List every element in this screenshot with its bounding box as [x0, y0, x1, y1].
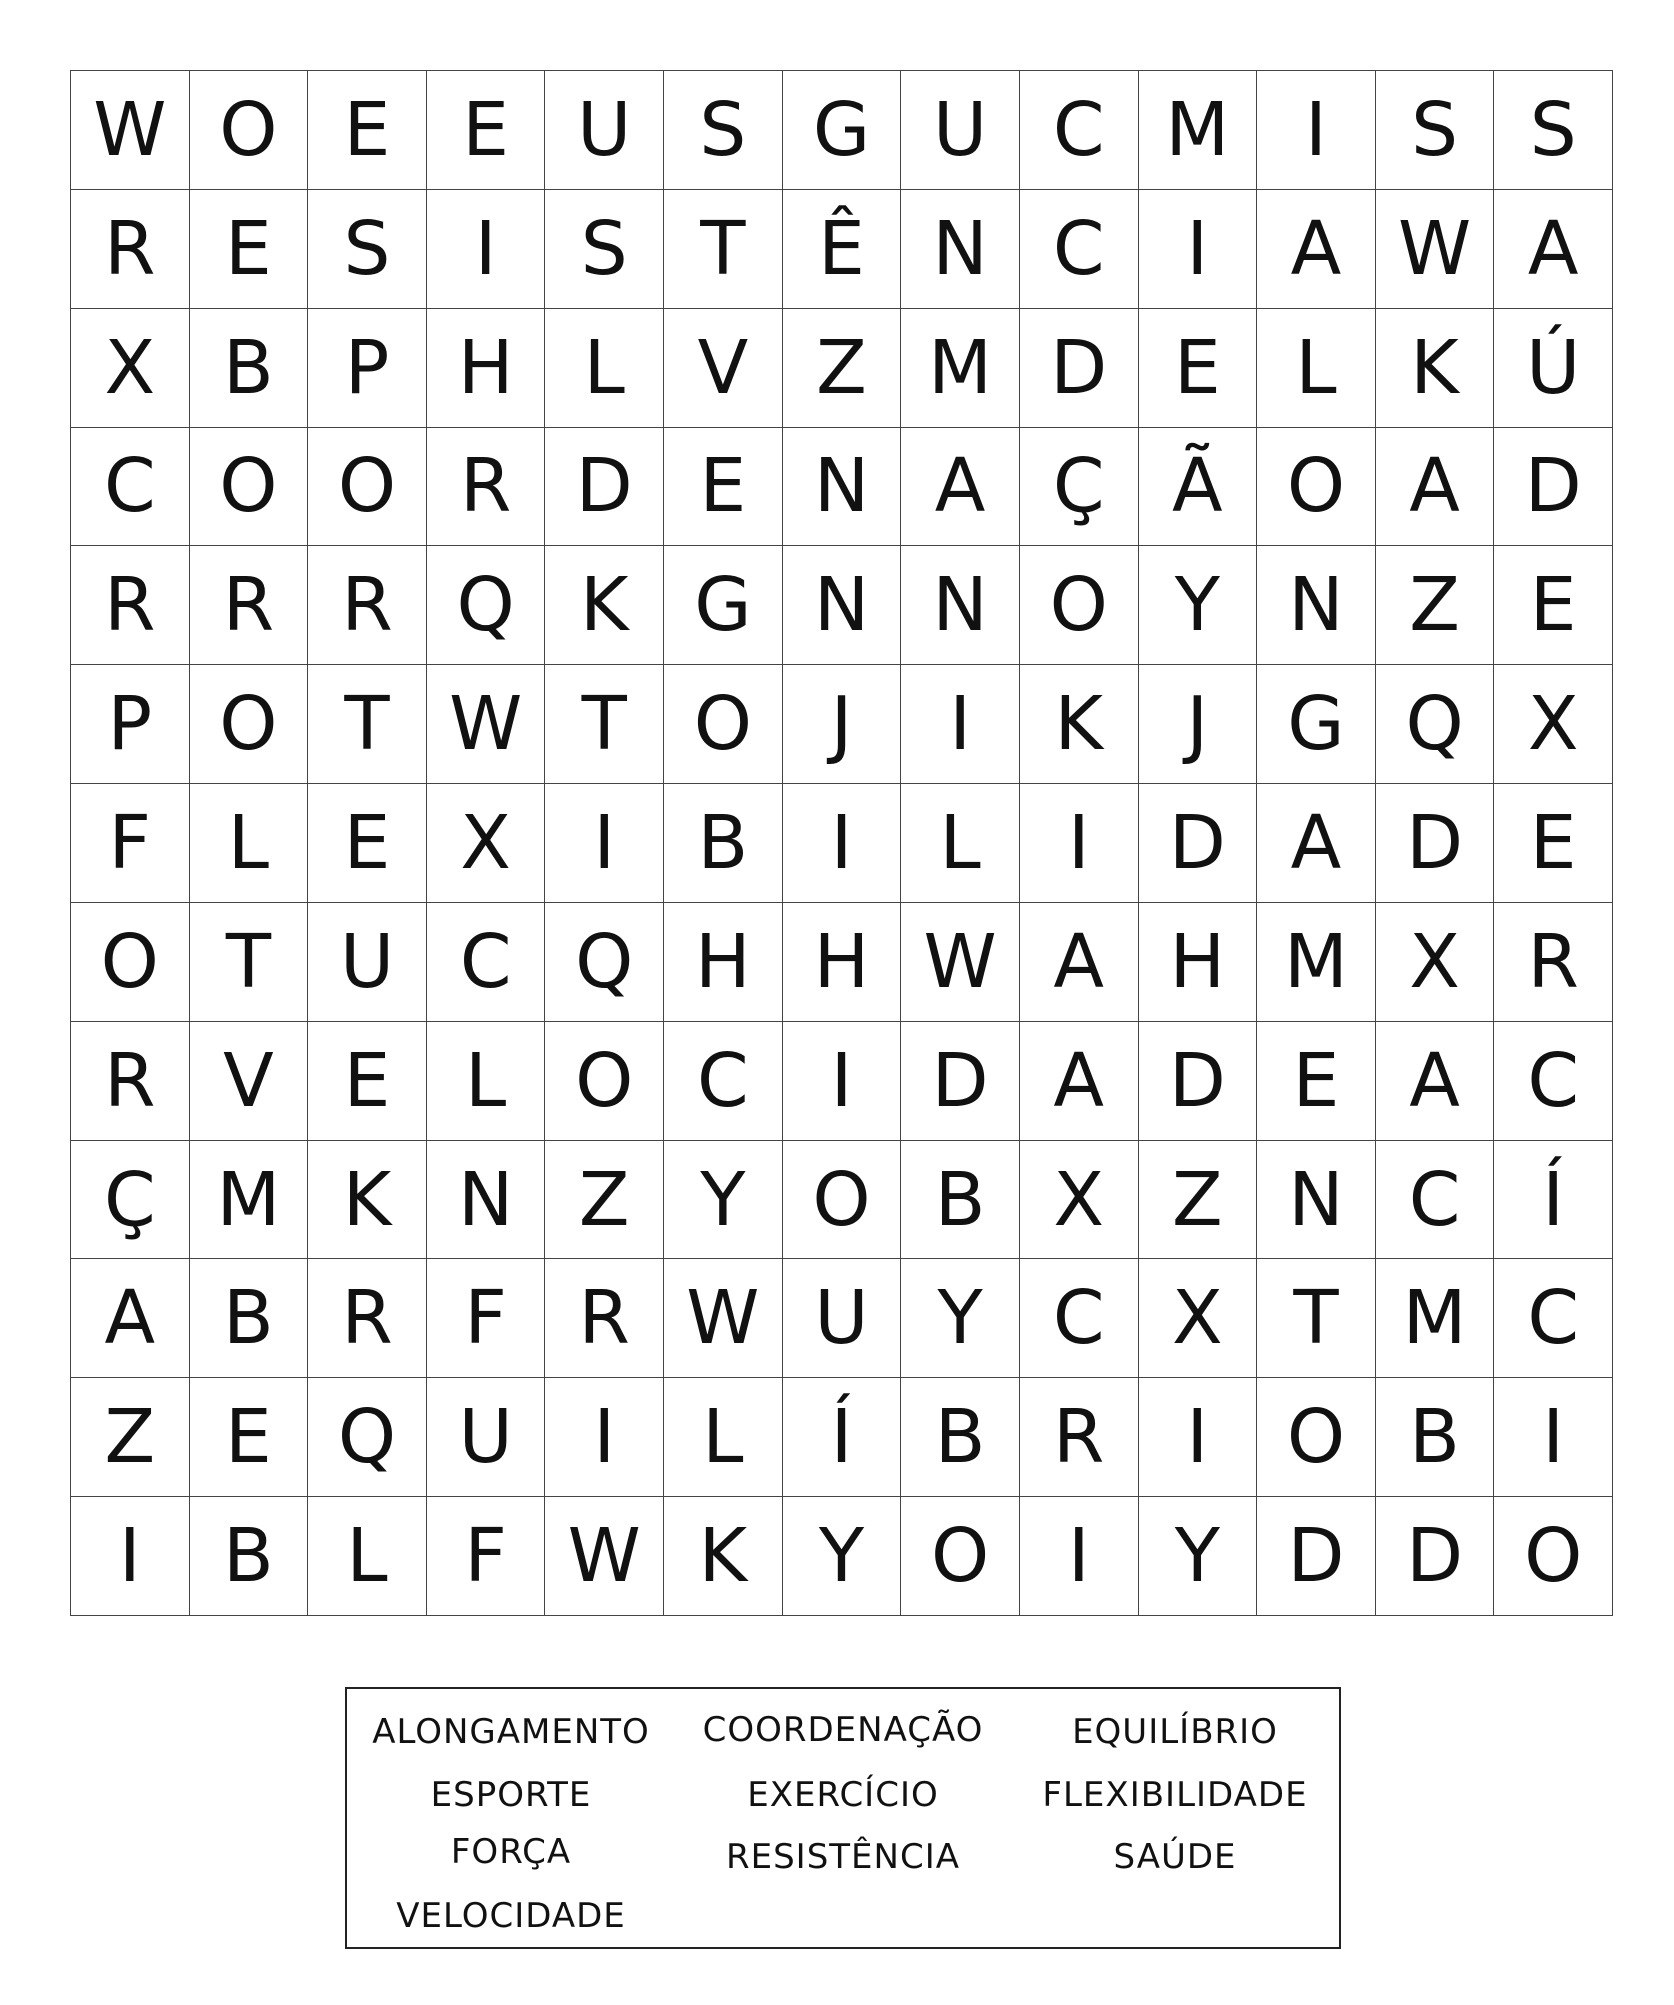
- grid-cell[interactable]: C: [1020, 190, 1139, 309]
- grid-cell[interactable]: U: [427, 1378, 546, 1497]
- grid-cell[interactable]: G: [783, 71, 902, 190]
- grid-cell[interactable]: N: [783, 546, 902, 665]
- grid-cell[interactable]: O: [308, 428, 427, 547]
- grid-cell[interactable]: I: [545, 1378, 664, 1497]
- grid-cell[interactable]: R: [427, 428, 546, 547]
- grid-cell[interactable]: B: [901, 1378, 1020, 1497]
- grid-cell[interactable]: L: [190, 784, 309, 903]
- grid-cell[interactable]: A: [1376, 1022, 1495, 1141]
- grid-cell[interactable]: Z: [1139, 1141, 1258, 1260]
- grid-cell[interactable]: B: [190, 309, 309, 428]
- grid-cell[interactable]: I: [1020, 1497, 1139, 1616]
- grid-cell[interactable]: D: [1376, 1497, 1495, 1616]
- grid-cell[interactable]: T: [1257, 1259, 1376, 1378]
- grid-cell[interactable]: I: [901, 665, 1020, 784]
- word-bank-item: COORDENAÇÃO: [702, 1710, 984, 1750]
- grid-cell[interactable]: O: [1257, 1378, 1376, 1497]
- grid-cell[interactable]: M: [1257, 903, 1376, 1022]
- grid-cell[interactable]: H: [427, 309, 546, 428]
- word-bank-item: SAÚDE: [1113, 1837, 1237, 1877]
- grid-cell[interactable]: B: [190, 1259, 309, 1378]
- grid-cell[interactable]: W: [427, 665, 546, 784]
- grid-cell[interactable]: V: [190, 1022, 309, 1141]
- grid-cell[interactable]: N: [1257, 546, 1376, 665]
- grid-cell[interactable]: K: [545, 546, 664, 665]
- grid-cell[interactable]: O: [71, 903, 190, 1022]
- grid-cell[interactable]: Í: [783, 1378, 902, 1497]
- grid-cell[interactable]: X: [1376, 903, 1495, 1022]
- word-bank-item: RESISTÊNCIA: [725, 1837, 961, 1877]
- word-bank-item: EXERCÍCIO: [747, 1775, 939, 1815]
- word-search-grid: [70, 70, 1613, 1616]
- grid-cell[interactable]: B: [664, 784, 783, 903]
- grid-cell[interactable]: A: [1257, 190, 1376, 309]
- word-bank-item: FORÇA: [450, 1832, 572, 1872]
- grid-cell[interactable]: C: [427, 903, 546, 1022]
- grid-cell[interactable]: R: [545, 1259, 664, 1378]
- grid-cell[interactable]: Q: [427, 546, 546, 665]
- grid-cell[interactable]: L: [901, 784, 1020, 903]
- grid-cell[interactable]: C: [664, 1022, 783, 1141]
- grid-cell[interactable]: A: [901, 428, 1020, 547]
- grid-cell[interactable]: W: [71, 71, 190, 190]
- grid-cell[interactable]: R: [190, 546, 309, 665]
- grid-cell[interactable]: E: [664, 428, 783, 547]
- word-bank-item: FLEXIBILIDADE: [1042, 1775, 1308, 1815]
- grid-cell[interactable]: Y: [1139, 1497, 1258, 1616]
- grid-cell[interactable]: O: [190, 428, 309, 547]
- grid-cell[interactable]: A: [1020, 1022, 1139, 1141]
- grid-cell[interactable]: O: [190, 665, 309, 784]
- grid-cell[interactable]: C: [1494, 1259, 1613, 1378]
- grid-cell[interactable]: O: [783, 1141, 902, 1260]
- word-bank-item: ALONGAMENTO: [372, 1712, 650, 1752]
- grid-cell[interactable]: H: [783, 903, 902, 1022]
- grid-cell[interactable]: Í: [1494, 1141, 1613, 1260]
- grid-cell[interactable]: Y: [664, 1141, 783, 1260]
- grid-cell[interactable]: V: [664, 309, 783, 428]
- word-bank-item: ESPORTE: [430, 1775, 592, 1815]
- grid-cell[interactable]: R: [308, 546, 427, 665]
- grid-cell[interactable]: O: [545, 1022, 664, 1141]
- grid-cell[interactable]: I: [1257, 71, 1376, 190]
- grid-cell[interactable]: A: [1020, 903, 1139, 1022]
- grid-cell[interactable]: L: [1257, 309, 1376, 428]
- grid-cell[interactable]: Ã: [1139, 428, 1258, 547]
- grid-cell[interactable]: H: [1139, 903, 1258, 1022]
- grid-cell[interactable]: K: [664, 1497, 783, 1616]
- grid-cell[interactable]: W: [664, 1259, 783, 1378]
- grid-cell[interactable]: R: [71, 1022, 190, 1141]
- grid-cell[interactable]: Y: [1139, 546, 1258, 665]
- grid-cell[interactable]: T: [308, 665, 427, 784]
- grid-cell[interactable]: F: [427, 1259, 546, 1378]
- grid-cell[interactable]: U: [308, 903, 427, 1022]
- word-bank: [345, 1687, 1341, 1949]
- grid-cell[interactable]: N: [901, 546, 1020, 665]
- grid-cell[interactable]: R: [71, 546, 190, 665]
- grid-cell[interactable]: E: [427, 71, 546, 190]
- grid-cell[interactable]: A: [1376, 428, 1495, 547]
- grid-cell[interactable]: S: [664, 71, 783, 190]
- grid-cell[interactable]: R: [1494, 903, 1613, 1022]
- grid-cell[interactable]: I: [427, 190, 546, 309]
- grid-cell[interactable]: E: [1494, 546, 1613, 665]
- grid-cell[interactable]: D: [1257, 1497, 1376, 1616]
- grid-cell[interactable]: S: [1494, 71, 1613, 190]
- grid-cell[interactable]: K: [308, 1141, 427, 1260]
- grid-cell[interactable]: D: [901, 1022, 1020, 1141]
- grid-cell[interactable]: O: [190, 71, 309, 190]
- grid-cell[interactable]: B: [1376, 1378, 1495, 1497]
- grid-cell[interactable]: E: [190, 190, 309, 309]
- grid-cell[interactable]: E: [308, 71, 427, 190]
- grid-cell[interactable]: S: [545, 190, 664, 309]
- grid-cell[interactable]: N: [783, 428, 902, 547]
- grid-cell[interactable]: Y: [901, 1259, 1020, 1378]
- grid-cell[interactable]: R: [308, 1259, 427, 1378]
- grid-cell[interactable]: I: [1139, 190, 1258, 309]
- grid-cell[interactable]: K: [1020, 665, 1139, 784]
- grid-cell[interactable]: X: [427, 784, 546, 903]
- grid-cell[interactable]: Z: [1376, 546, 1495, 665]
- grid-cell[interactable]: Z: [545, 1141, 664, 1260]
- grid-cell[interactable]: P: [308, 309, 427, 428]
- grid-cell[interactable]: C: [1376, 1141, 1495, 1260]
- grid-cell[interactable]: H: [664, 903, 783, 1022]
- grid-cell[interactable]: R: [1020, 1378, 1139, 1497]
- grid-cell[interactable]: J: [783, 665, 902, 784]
- grid-cell[interactable]: R: [71, 190, 190, 309]
- grid-cell[interactable]: Ú: [1494, 309, 1613, 428]
- grid-cell[interactable]: I: [1020, 784, 1139, 903]
- grid-cell[interactable]: X: [71, 309, 190, 428]
- grid-cell[interactable]: G: [1257, 665, 1376, 784]
- word-bank-item: EQUILÍBRIO: [1072, 1712, 1278, 1752]
- grid-cell[interactable]: W: [901, 903, 1020, 1022]
- grid-cell[interactable]: D: [1376, 784, 1495, 903]
- grid-cell[interactable]: A: [71, 1259, 190, 1378]
- grid-cell[interactable]: I: [783, 784, 902, 903]
- grid-cell[interactable]: I: [545, 784, 664, 903]
- grid-cell[interactable]: O: [901, 1497, 1020, 1616]
- grid-cell[interactable]: D: [1020, 309, 1139, 428]
- grid-cell[interactable]: Z: [783, 309, 902, 428]
- grid-cell[interactable]: X: [1020, 1141, 1139, 1260]
- grid-cell[interactable]: D: [545, 428, 664, 547]
- grid-cell[interactable]: Y: [783, 1497, 902, 1616]
- grid-cell[interactable]: M: [901, 309, 1020, 428]
- grid-cell[interactable]: L: [308, 1497, 427, 1616]
- grid-cell[interactable]: Q: [1376, 665, 1495, 784]
- grid-cell[interactable]: E: [308, 1022, 427, 1141]
- grid-cell[interactable]: U: [901, 71, 1020, 190]
- grid-cell[interactable]: M: [190, 1141, 309, 1260]
- grid-cell[interactable]: X: [1494, 665, 1613, 784]
- grid-cell[interactable]: N: [427, 1141, 546, 1260]
- grid-cell[interactable]: E: [1494, 784, 1613, 903]
- grid-cell[interactable]: M: [1139, 71, 1258, 190]
- grid-cell[interactable]: W: [545, 1497, 664, 1616]
- grid-cell[interactable]: U: [783, 1259, 902, 1378]
- grid-cell[interactable]: K: [1376, 309, 1495, 428]
- grid-cell[interactable]: C: [1020, 1259, 1139, 1378]
- grid-cell[interactable]: Ê: [783, 190, 902, 309]
- grid-cell[interactable]: S: [1376, 71, 1495, 190]
- grid-cell[interactable]: L: [664, 1378, 783, 1497]
- grid-cell[interactable]: I: [783, 1022, 902, 1141]
- grid-cell[interactable]: C: [1020, 71, 1139, 190]
- grid-cell[interactable]: X: [1139, 1259, 1258, 1378]
- grid-cell[interactable]: B: [190, 1497, 309, 1616]
- grid-cell[interactable]: I: [1494, 1378, 1613, 1497]
- grid-cell[interactable]: E: [1257, 1022, 1376, 1141]
- grid-cell[interactable]: O: [1020, 546, 1139, 665]
- grid-cell[interactable]: G: [664, 546, 783, 665]
- grid-cell[interactable]: M: [1376, 1259, 1495, 1378]
- grid-cell[interactable]: P: [71, 665, 190, 784]
- word-bank-item: VELOCIDADE: [396, 1896, 626, 1936]
- grid-cell[interactable]: F: [71, 784, 190, 903]
- grid-cell[interactable]: E: [190, 1378, 309, 1497]
- grid-cell[interactable]: L: [545, 309, 664, 428]
- grid-cell[interactable]: C: [1494, 1022, 1613, 1141]
- grid-cell[interactable]: B: [901, 1141, 1020, 1260]
- grid-cell[interactable]: S: [308, 190, 427, 309]
- grid-cell[interactable]: J: [1139, 665, 1258, 784]
- grid-cell[interactable]: C: [71, 428, 190, 547]
- grid-cell[interactable]: Q: [308, 1378, 427, 1497]
- grid-cell[interactable]: U: [545, 71, 664, 190]
- grid-cell[interactable]: Q: [545, 903, 664, 1022]
- grid-cell[interactable]: O: [1257, 428, 1376, 547]
- grid-cell[interactable]: O: [664, 665, 783, 784]
- grid-cell[interactable]: D: [1139, 1022, 1258, 1141]
- grid-cell[interactable]: Z: [71, 1378, 190, 1497]
- grid-cell[interactable]: E: [1139, 309, 1258, 428]
- grid-cell[interactable]: O: [1494, 1497, 1613, 1616]
- grid-cell[interactable]: N: [901, 190, 1020, 309]
- grid-cell[interactable]: D: [1494, 428, 1613, 547]
- grid-cell[interactable]: D: [1139, 784, 1258, 903]
- grid-cell[interactable]: I: [1139, 1378, 1258, 1497]
- grid-cell[interactable]: Ç: [1020, 428, 1139, 547]
- grid-cell[interactable]: F: [427, 1497, 546, 1616]
- grid-cell[interactable]: L: [427, 1022, 546, 1141]
- grid-cell[interactable]: W: [1376, 190, 1495, 309]
- grid-cell[interactable]: N: [1257, 1141, 1376, 1260]
- grid-cell[interactable]: A: [1257, 784, 1376, 903]
- grid-cell[interactable]: T: [190, 903, 309, 1022]
- grid-cell[interactable]: Ç: [71, 1141, 190, 1260]
- grid-cell[interactable]: I: [71, 1497, 190, 1616]
- grid-cell[interactable]: A: [1494, 190, 1613, 309]
- grid-cell[interactable]: T: [664, 190, 783, 309]
- grid-cell[interactable]: T: [545, 665, 664, 784]
- grid-cell[interactable]: E: [308, 784, 427, 903]
